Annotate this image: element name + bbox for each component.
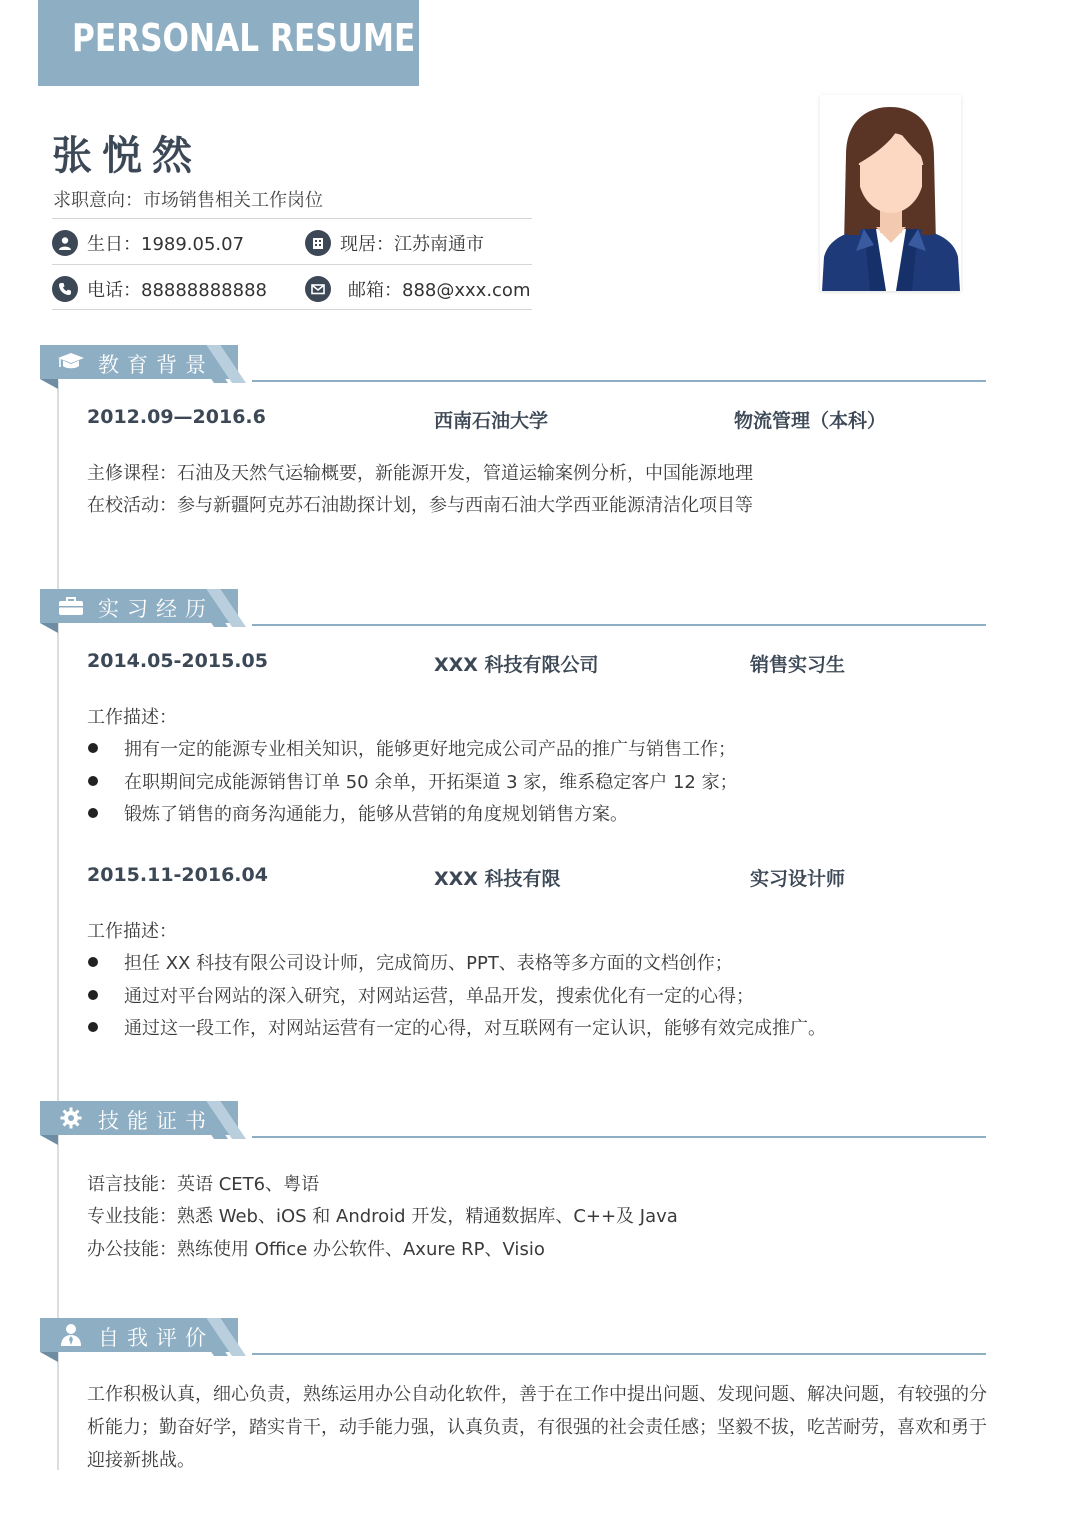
section-title: 技能证书 [98,1109,214,1133]
section-fold [40,623,58,633]
residence-info [305,230,484,256]
phone-text: 电话：88888888888 [87,280,267,301]
divider [52,309,532,310]
divider [52,218,532,219]
residence-text: 现居：江苏南通市 [340,234,484,255]
birth-text: 生日：1989.05.07 [87,234,245,255]
section-header-skills [40,1101,986,1145]
building-icon [305,230,331,256]
job-intent: 求职意向：市场销售相关工作岗位 [53,190,323,211]
candidate-name: 张悦然 [52,133,202,179]
section-title: 教育背景 [98,353,214,377]
timeline-line [57,380,59,1470]
edu-school: 西南石油大学 [434,410,549,432]
avatar-illustration [820,95,961,291]
job-period: 2015.11-2016.04 [87,864,268,886]
divider [52,264,532,265]
list-item: 担任 XX 科技有限公司设计师，完成简历、PPT、表格等多方面的文档创作； [124,949,733,975]
job-period: 2014.05-2015.05 [87,650,268,672]
profile-photo [820,95,961,291]
list-item: 拥有一定的能源专业相关知识，能够更好地完成公司产品的推广与销售工作； [124,735,736,761]
section-header-education [40,345,986,389]
section-header-internship [40,589,986,633]
edu-period: 2012.09—2016.6 [87,406,266,428]
job-role: 销售实习生 [750,654,846,676]
section-rule [252,1353,986,1355]
skill-office: 办公技能：熟练使用 Office 办公软件、Axure RP、Visio [87,1239,545,1260]
list-item: 通过对平台网站的深入研究，对网站运营，单品开发，搜索优化有一定的心得； [124,982,754,1008]
person-icon [56,1323,86,1347]
job-company: XXX 科技有限公司 [434,654,599,676]
edu-courses: 主修课程：石油及天然气运输概要，新能源开发，管道运输案例分析，中国能源地理 [87,463,753,484]
briefcase-icon [56,594,86,618]
section-fold [40,1135,58,1145]
section-rule [252,1136,986,1138]
job-role: 实习设计师 [750,868,846,890]
graduation-cap-icon [56,350,86,374]
skill-professional: 专业技能：熟悉 Web、iOS 和 Android 开发，精通数据库、C++及 Java [87,1206,678,1227]
email-info [305,276,530,302]
section-header-self-eval [40,1318,986,1362]
list-item: 锻炼了销售的商务沟通能力，能够从营销的角度规划销售方案。 [124,800,628,826]
list-item: 在职期间完成能源销售订单 50 余单，开拓渠道 3 家，维系稳定客户 12 家； [124,768,738,794]
self-eval-text: 工作积极认真，细心负责，熟练运用办公自动化软件，善于在工作中提出问题、发现问题、解决问题，有较强的分析能力；勤奋好学，踏实肯干，动手能力强，认真负责，有很强的社会责任感；坚毅不拔，吃苦耐劳，喜欢和勇于迎接新挑战。 [87,1384,987,1471]
user-icon [52,230,78,256]
section-rule [252,380,986,382]
phone-icon [52,276,78,302]
edu-activities: 在校活动：参与新疆阿克苏石油勘探计划，参与西南石油大学西亚能源清洁化项目等 [87,495,753,516]
section-title: 实习经历 [98,597,214,621]
job-desc-label: 工作描述： [87,921,177,942]
phone-info [52,276,267,302]
mail-icon [305,276,331,302]
job-desc-label: 工作描述： [87,707,177,728]
birth-info [52,230,244,256]
list-item: 通过这一段工作，对网站运营有一定的心得，对互联网有一定认识，能够有效完成推广。 [124,1014,826,1040]
section-fold [40,379,58,389]
job-company: XXX 科技有限 [434,868,561,890]
section-fold [40,1352,58,1362]
skill-language: 语言技能：英语 CET6、粤语 [87,1174,320,1195]
edu-major: 物流管理（本科） [734,410,887,432]
section-rule [252,624,986,626]
email-text: 邮箱：888@xxx.com [348,280,531,301]
banner-title: PERSONAL RESUME [72,16,416,60]
section-title: 自我评价 [98,1326,214,1350]
gear-icon [56,1106,86,1130]
